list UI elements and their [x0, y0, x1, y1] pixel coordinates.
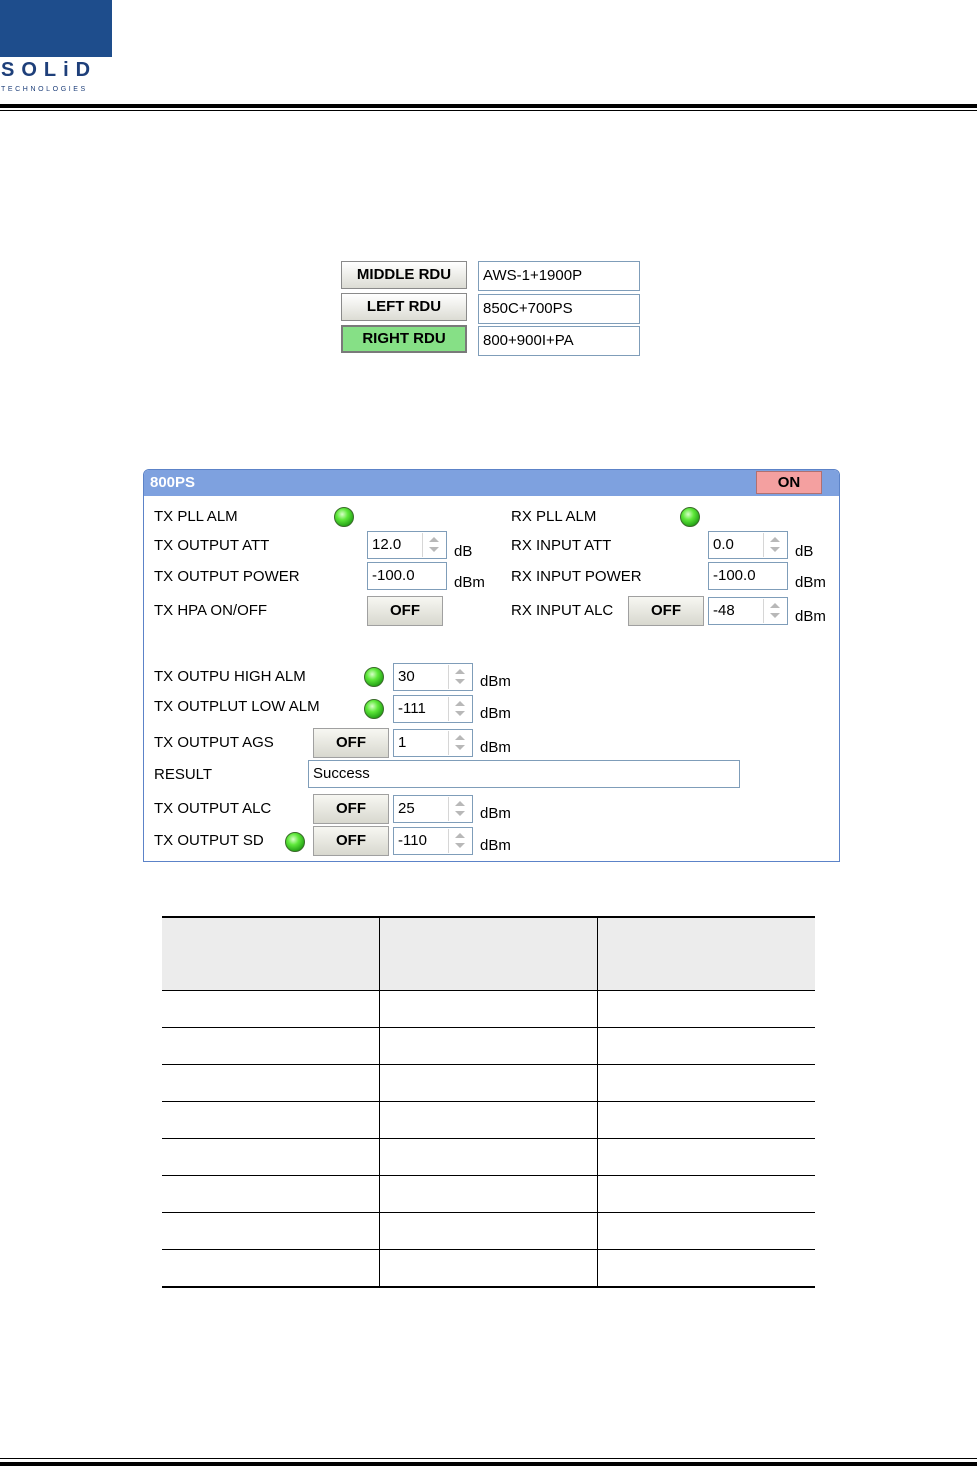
table-cell	[380, 1065, 598, 1102]
spinner-arrows-icon[interactable]	[422, 533, 445, 557]
table-cell	[162, 1102, 380, 1139]
tx-ags-label: TX OUTPUT AGS	[154, 734, 274, 751]
rx-input-power-unit: dBm	[795, 574, 826, 591]
table-row	[162, 1028, 815, 1065]
tx-output-power-field[interactable]: -100.0	[367, 562, 447, 590]
tx-alc-label: TX OUTPUT ALC	[154, 800, 272, 817]
rx-pll-alm-led-icon	[680, 507, 700, 527]
tx-sd-unit: dBm	[480, 837, 511, 854]
header-rule-thin	[0, 110, 977, 111]
table-cell	[598, 991, 816, 1028]
table-cell	[598, 1139, 816, 1176]
table-row	[162, 1250, 815, 1288]
table-cell	[598, 1176, 816, 1213]
tx-output-att-spinner[interactable]	[367, 531, 447, 559]
rx-input-alc-unit: dBm	[795, 608, 826, 625]
table-cell	[380, 1213, 598, 1250]
tx-output-att-value: 12.0	[372, 536, 402, 553]
rx-input-power-field[interactable]: -100.0	[708, 562, 788, 590]
tx-high-alm-spinner[interactable]	[393, 663, 473, 691]
tx-ags-toggle-button[interactable]: OFF	[313, 728, 389, 758]
tx-pll-alm-led-icon	[334, 507, 354, 527]
tx-hpa-label: TX HPA ON/OFF	[154, 602, 268, 619]
table-cell	[380, 1176, 598, 1213]
spinner-arrows-icon[interactable]	[763, 533, 786, 557]
table-cell	[162, 1065, 380, 1102]
table-row	[162, 1176, 815, 1213]
tx-sd-toggle-button[interactable]: OFF	[313, 826, 389, 856]
right-rdu-field[interactable]: 800+900I+PA	[478, 326, 640, 356]
table-cell	[380, 1139, 598, 1176]
tx-ags-unit: dBm	[480, 739, 511, 756]
tx-output-att-label: TX OUTPUT ATT	[154, 537, 270, 554]
table-cell	[162, 1213, 380, 1250]
table-cell	[162, 1028, 380, 1065]
table-cell	[380, 1250, 598, 1288]
table-row	[162, 991, 815, 1028]
tx-low-alm-spinner[interactable]	[393, 695, 473, 723]
rx-input-alc-label: RX INPUT ALC	[511, 602, 614, 619]
spinner-arrows-icon[interactable]	[448, 797, 471, 821]
table-cell	[162, 1250, 380, 1288]
table-cell	[598, 1028, 816, 1065]
table-cell	[598, 1250, 816, 1288]
panel-header	[144, 470, 839, 496]
tx-alc-unit: dBm	[480, 805, 511, 822]
table-header-cell	[162, 917, 380, 991]
spinner-arrows-icon[interactable]	[448, 665, 471, 689]
tx-ags-spinner[interactable]	[393, 729, 473, 757]
tx-hpa-toggle-button[interactable]: OFF	[367, 596, 443, 626]
table-row	[162, 1213, 815, 1250]
table-cell	[598, 1065, 816, 1102]
rx-input-power-label: RX INPUT POWER	[511, 568, 642, 585]
header-rule	[0, 104, 977, 108]
table-cell	[162, 1176, 380, 1213]
tx-output-power-unit: dBm	[454, 574, 485, 591]
tx-sd-led-icon	[285, 832, 305, 852]
middle-rdu-button[interactable]: MIDDLE RDU	[341, 261, 467, 289]
tx-alc-spinner[interactable]	[393, 795, 473, 823]
tx-low-alm-label: TX OUTPLUT LOW ALM	[154, 698, 320, 715]
company-logo	[0, 0, 112, 96]
table-header-cell	[380, 917, 598, 991]
tx-high-alm-label: TX OUTPU HIGH ALM	[154, 668, 306, 685]
result-field: Success	[308, 760, 740, 788]
table-row	[162, 1139, 815, 1176]
tx-alc-value: 25	[398, 800, 415, 817]
table-cell	[162, 1139, 380, 1176]
table-cell	[380, 991, 598, 1028]
table-cell	[598, 1102, 816, 1139]
rx-input-att-spinner[interactable]	[708, 531, 788, 559]
table-cell	[162, 991, 380, 1028]
logo-tagline: TECHNOLOGIES	[0, 83, 112, 96]
tx-low-alm-led-icon	[364, 699, 384, 719]
spinner-arrows-icon[interactable]	[448, 829, 471, 853]
tx-high-alm-led-icon	[364, 667, 384, 687]
tx-pll-alm-label: TX PLL ALM	[154, 508, 238, 525]
left-rdu-button[interactable]: LEFT RDU	[341, 293, 467, 321]
tx-low-alm-value: -111	[398, 700, 426, 717]
footer-rule	[0, 1462, 977, 1466]
table-row	[162, 1102, 815, 1139]
right-rdu-button[interactable]: RIGHT RDU	[341, 325, 467, 353]
table-cell	[598, 1213, 816, 1250]
parameter-table	[162, 916, 815, 1288]
table-cell	[380, 1028, 598, 1065]
result-label: RESULT	[154, 766, 213, 783]
footer-rule-thin	[0, 1458, 977, 1459]
rx-input-att-value: 0.0	[713, 536, 734, 553]
tx-sd-value: -110	[398, 832, 427, 849]
logo-wordmark: SOLiD	[0, 57, 112, 83]
tx-output-power-label: TX OUTPUT POWER	[154, 568, 300, 585]
left-rdu-field[interactable]: 850C+700PS	[478, 294, 640, 324]
tx-sd-label: TX OUTPUT SD	[154, 832, 264, 849]
table-header-cell	[598, 917, 816, 991]
table-cell	[380, 1102, 598, 1139]
rx-input-alc-toggle-button[interactable]: OFF	[628, 596, 704, 626]
rx-input-alc-spinner[interactable]	[708, 597, 788, 625]
band-800ps-panel	[143, 469, 840, 862]
tx-sd-spinner[interactable]	[393, 827, 473, 855]
table-row	[162, 1065, 815, 1102]
rx-input-att-unit: dB	[795, 543, 814, 560]
tx-high-alm-unit: dBm	[480, 673, 511, 690]
tx-alc-toggle-button[interactable]: OFF	[313, 794, 389, 824]
middle-rdu-field[interactable]: AWS-1+1900P	[478, 261, 640, 291]
rx-input-alc-value: -48	[713, 602, 735, 619]
tx-high-alm-value: 30	[398, 668, 415, 685]
spinner-arrows-icon[interactable]	[763, 599, 786, 623]
rx-input-att-label: RX INPUT ATT	[511, 537, 612, 554]
power-on-button[interactable]: ON	[756, 471, 822, 494]
table-header-row	[162, 917, 815, 991]
tx-low-alm-unit: dBm	[480, 705, 511, 722]
tx-output-att-unit: dB	[454, 543, 473, 560]
panel-title: 800PS	[150, 474, 196, 491]
rx-pll-alm-label: RX PLL ALM	[511, 508, 597, 525]
tx-ags-value: 1	[398, 734, 407, 751]
spinner-arrows-icon[interactable]	[448, 731, 471, 755]
spinner-arrows-icon[interactable]	[448, 697, 471, 721]
